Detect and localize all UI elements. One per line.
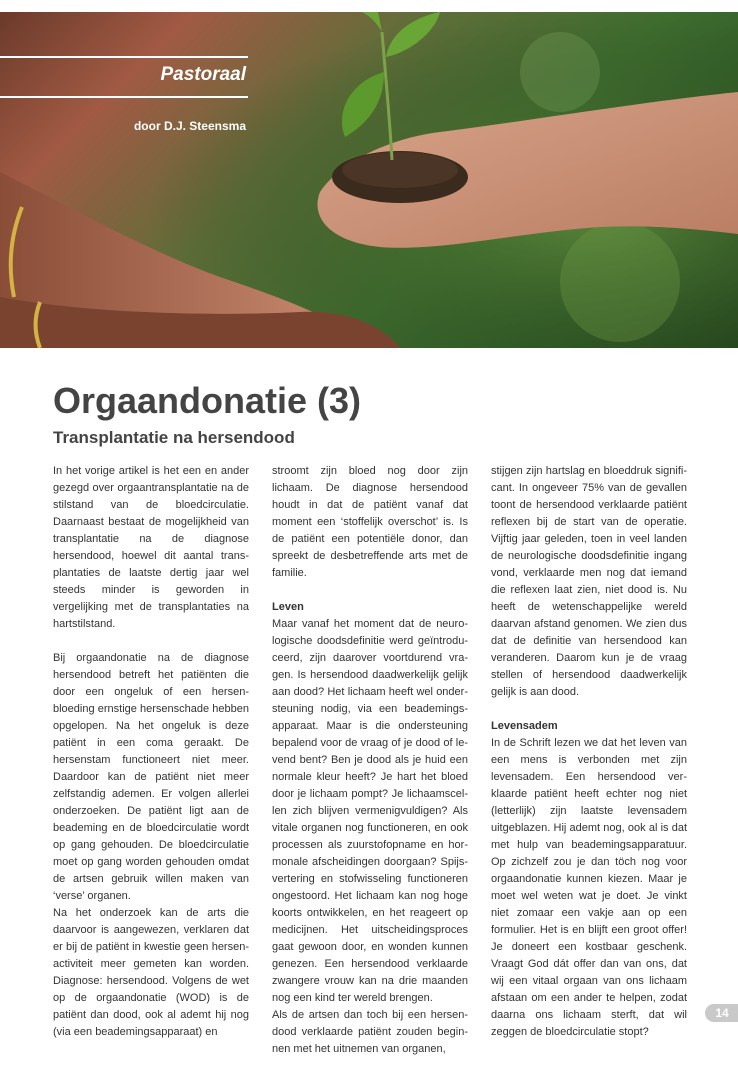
paragraph: Als de artsen dan toch bij een hersen-dood verklaarde patiënt zouden begin-nen met het uitnemen van organen,: [272, 1009, 468, 1055]
hero-photo: [0, 12, 738, 348]
paragraph: In de Schrift lezen we dat het leven van een mens is verbonden met zijn levensadem. Een hersendood ver-klaarde patiënt heeft echter nog niet (letterlijk) zijn laatste levensadem uitgeblazen. Hij ademt nog, ook al is dat met hulp van beademingsapparatuur. Op zichzelf zou je dan töch nog voor orgaandonatie kunnen kiezen. Maar je moet wel weten wat je doet. Je vinkt niet zomaar een vakje aan op een formulier. Het is en blijft een groot offer! Je doneert een kostbaar geschenk. Vraagt God dát offer dan van ons, dat wij een vitaal orgaan van ons lichaam afstaan om een ander te helpen, zodat daarna ons lichaam sterft, dat wil zeggen de bloedcirculatie stopt?: [491, 737, 687, 1038]
column-2: [272, 463, 468, 1058]
column-3: [491, 463, 687, 1041]
page-number-badge: 14: [705, 1004, 738, 1022]
article-title: Orgaandonatie (3): [53, 380, 362, 421]
section-label: Pastoraal: [160, 64, 246, 85]
header-rule-top: [0, 56, 248, 58]
header-rule-bottom: [0, 96, 248, 98]
column-1: [53, 463, 249, 1041]
section-heading-levensadem: Levensadem: [491, 720, 558, 732]
hands-with-seedling-illustration: [0, 12, 738, 348]
byline: door D.J. Steensma: [133, 119, 246, 133]
paragraph: In het vorige artikel is het een en ander gezegd over orgaantransplantatie na de stilstand van de bloedcirculatie. Daarnaast bestaat de mogelijkheid van transplantatie na de diagnose hersendood, hoewel dit aantal trans-plantaties de laatste dertig jaar wel steeds minder is geworden in vergelijking met de transplantaties na hartstilstand.: [53, 465, 249, 630]
paragraph: Bij orgaandonatie na de diagnose hersendood betreft het patiënten die door een ongeluk of een hersen-bloeding ernstige hersenschade hebben opgelopen. Na het ongeluk is deze patiënt in een coma geraakt. De hersenstam functioneert niet meer. Daardoor kan de patiënt niet meer zelfstandig ademen. Er volgen allerlei onderzoeken. De patiënt ligt aan de beademing en de bloedcirculatie wordt op gang gehouden. De bloedcirculatie moet op gang worden gehouden omdat de artsen gebruik willen maken van ‘verse’ organen.: [53, 652, 249, 902]
paragraph: Na het onderzoek kan de arts die daarvoor is aangewezen, verklaren dat er bij de patiënt in kwestie geen hersen-activiteit meer gemeten kan worden. Diagnose: hersendood. Volgens de wet op de orgaandonatie (WOD) is de patiënt dan dood, ook al ademt hij nog (via een beademingsapparaat) en: [53, 907, 249, 1038]
paragraph: stijgen zijn hartslag en bloeddruk signifi-cant. In ongeveer 75% van de gevallen toont de hersendood verklaarde patiënt reflexen bij de start van de operatie. Vijftig jaar geleden, toen in veel landen de neurologische doodsdefinitie ingang vond, verklaarde men nog dat iemand die reflexen laat zien, niet dood is. Nu heeft de wetenschappelijke wereld daarvan afstand genomen. We zien dus dat de definitie van hersendood kan veranderen. Daarom kun je de vraag stellen of hersendood daadwerkelijk gelijk is aan dood.: [491, 465, 687, 698]
paragraph: stroomt zijn bloed nog door zijn lichaam. De diagnose hersendood houdt in dat de patiënt vanaf dat moment een ‘stoffelijk overschot’ is. Is de patiënt een potentiële donor, dan spreekt de desbetreffende arts met de familie.: [272, 465, 468, 579]
section-heading-leven: Leven: [272, 601, 304, 613]
article-subtitle: Transplantatie na hersendood: [53, 428, 295, 447]
paragraph: Maar vanaf het moment dat de neuro-logische doodsdefinitie werd geïntrodu-ceerd, zijn daarover voortdurend vra-gen. Is hersendood daadwerkelijk gelijk aan dood? Het lichaam heeft wel onder-steuning nodig, via een beademings-apparaat. Maar is die ondersteuning bepalend voor de vraag of je dood of le-vend bent? Ben je dood als je huid een normale kleur heeft? Je hart het bloed door je lichaam pompt? Je lichaamscel-len zich blijven vermenigvuldigen? Als vitale organen nog functioneren, en ook processen als zuurstofopname en hor-monale afscheidingen doorgaan? Spijs-vertering en stofwisseling functioneren ongestoord. Het lichaam kan nog hoge koorts ontwikkelen, en het reageert op medicijnen. Het uitscheidingsproces gaat gewoon door, en wonden kunnen genezen. Een hersendood verklaarde zwangere vrouw kan na drie maanden nog een kind ter wereld brengen.: [272, 618, 468, 1004]
